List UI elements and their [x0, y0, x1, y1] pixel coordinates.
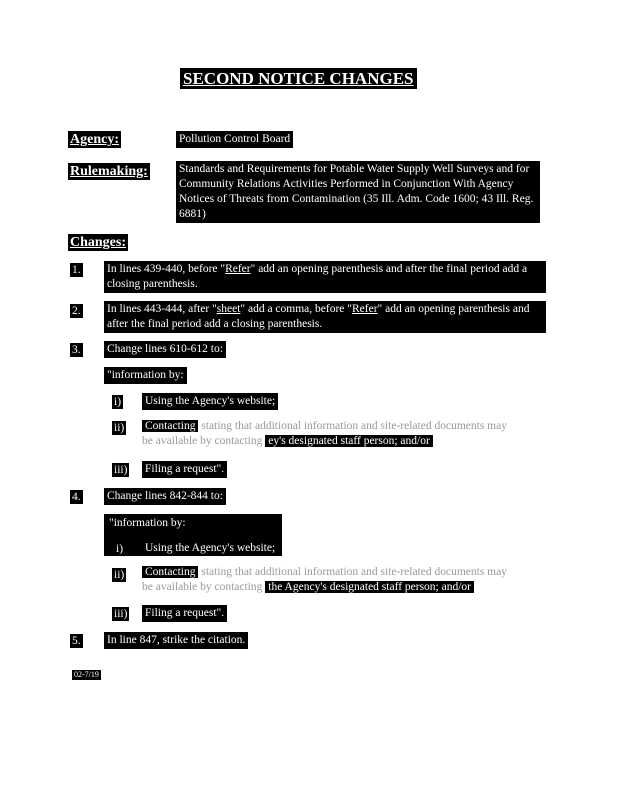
change-2-number: 2.: [72, 305, 81, 317]
change-3-ii-lead: Contacting: [142, 420, 198, 432]
page-title: SECOND NOTICE CHANGES: [180, 68, 417, 89]
change-4-i-text: Using the Agency's website;: [145, 542, 276, 554]
change-3-text: Change lines 610-612 to:: [104, 341, 226, 358]
change-2-text: [104, 301, 546, 333]
change-1-text: [104, 261, 546, 293]
change-4-ii-ghost-1: stating that additional information and site-related documents may: [201, 566, 507, 578]
change-3-ii-text: [142, 419, 542, 449]
change-1-post: " add an opening parenthesis and after the final period add a closing parenthesis.: [107, 263, 528, 290]
change-4-sub-head: "information by:: [109, 517, 186, 529]
change-5-text: In line 847, strike the citation.: [104, 632, 248, 649]
change-3-ii-tail: ey's designated staff person; and/or: [265, 435, 433, 447]
changes-heading: Changes:: [70, 235, 127, 250]
change-3-ii-ghost-2: be available by contacting: [142, 435, 263, 447]
change-2-word-2: Refer: [351, 303, 378, 315]
change-4-number: 4.: [72, 491, 81, 503]
change-3-ii-number: ii): [114, 422, 125, 434]
rulemaking-value: Standards and Requirements for Potable Water Supply Well Surveys and for Community Relations Activities Performed in Conjunction With Agency Notices of Threats from Contamination (35 Ill. Adm. Code 1600; 43 Ill. Reg. 6881): [176, 161, 540, 223]
change-4-i-number: i): [116, 543, 124, 555]
change-4-ii-lead: Contacting: [142, 566, 198, 578]
change-4-ii-ghost-2: be available by contacting: [142, 581, 263, 593]
rulemaking-label: Rulemaking:: [70, 164, 148, 179]
change-3-ii-ghost-1: stating that additional information and site-related documents may: [201, 420, 507, 432]
change-4-iii-text: Filing a request".: [142, 605, 227, 622]
change-1-pre: In lines 439-440, before ": [107, 263, 226, 275]
change-3-i-number: i): [114, 396, 122, 408]
change-2-word-1: sheet: [216, 303, 241, 315]
change-5-number: 5.: [72, 635, 81, 647]
change-4-text: Change lines 842-844 to:: [104, 488, 226, 505]
change-4-iii-number: iii): [114, 608, 128, 620]
agency-label: Agency:: [70, 132, 119, 147]
change-4-ii-number: ii): [114, 569, 125, 581]
change-3-i-text: Using the Agency's website;: [142, 393, 278, 410]
change-2-post: " add an opening parenthesis and after the final period add a closing parenthesis.: [107, 303, 530, 330]
change-1-number: 1.: [72, 264, 81, 276]
change-3-sub-head: "information by:: [104, 367, 187, 384]
change-2-pre: In lines 443-444, after ": [107, 303, 217, 315]
agency-value: Pollution Control Board: [176, 131, 293, 148]
change-2-mid: " add a comma, before ": [240, 303, 352, 315]
change-3-iii-number: iii): [114, 464, 128, 476]
change-4-ii-tail: the Agency's designated staff person; and/or: [265, 581, 474, 593]
footer-mark: 02-7/19: [74, 670, 99, 679]
change-4-ii-text: [142, 565, 542, 595]
change-1-word: Refer: [225, 263, 251, 275]
change-3-number: 3.: [72, 344, 81, 356]
change-3-iii-text: Filing a request".: [142, 461, 227, 478]
